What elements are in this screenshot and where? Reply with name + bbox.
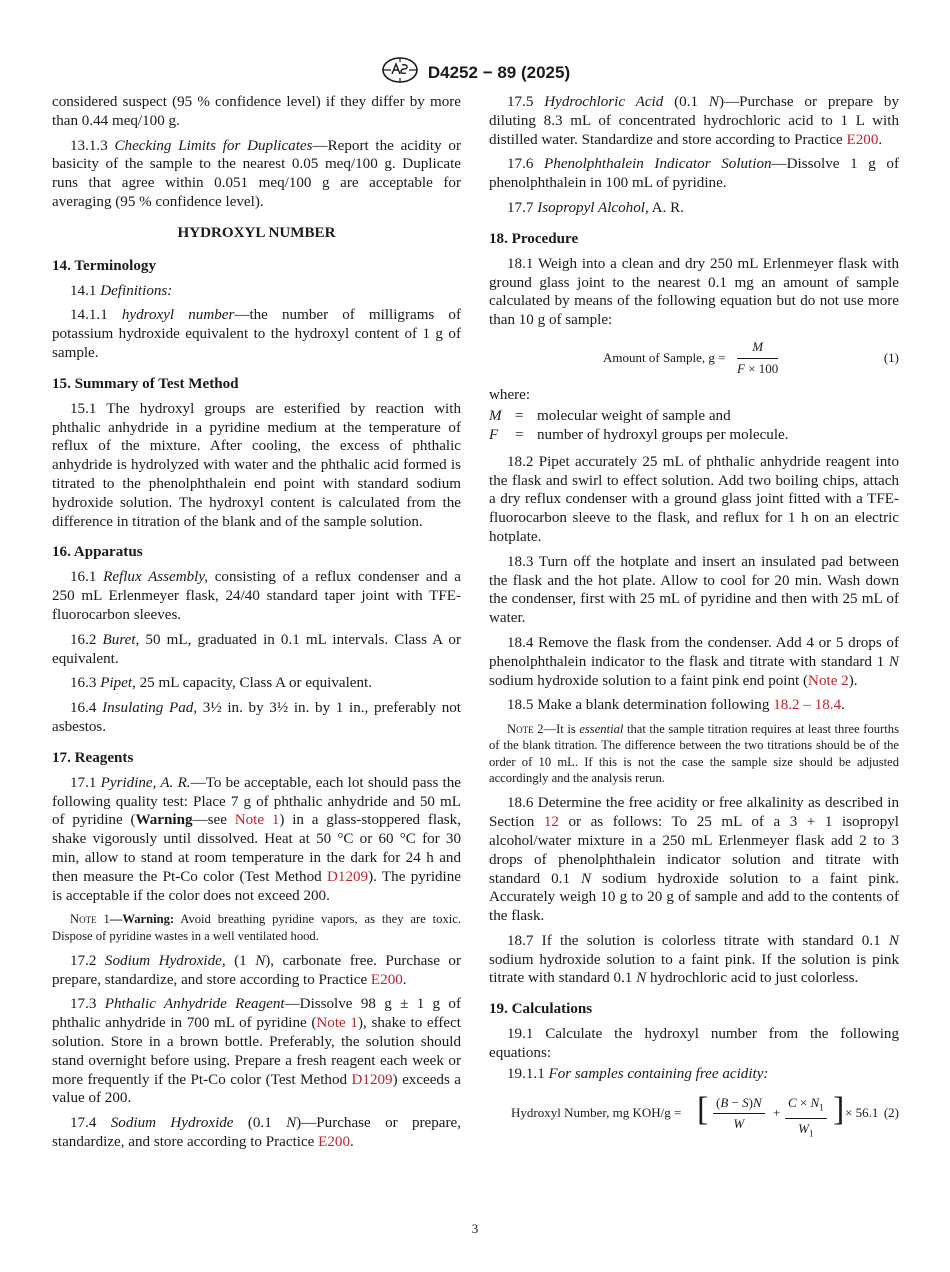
equation-1-denominator: F × 100 xyxy=(737,360,779,376)
right-column xyxy=(489,93,899,1144)
equation-2-fraction-1-numerator: (B − S)N xyxy=(713,1094,765,1115)
section-12-link[interactable]: 12 xyxy=(543,814,559,831)
e200-link[interactable]: E200 xyxy=(370,971,403,988)
paragraph-17-5: 17.5 Hydrochloric Acid (0.1 N)—Purchase or prepare by diluting 8.3 mL of concentrated hydrochloric acid to 1 L with distilled water. Standardize and store according to Practice E200. xyxy=(489,94,900,148)
note-1-link[interactable]: Note 1 xyxy=(234,812,280,829)
document-code: D4252 − 89 (2025) xyxy=(427,62,571,82)
equation-2-fraction-1 xyxy=(713,1094,765,1135)
equation-2-multiplier: × 56.1 xyxy=(845,1104,879,1120)
equation-1-label: Amount of Sample, g = xyxy=(603,349,726,365)
paragraph-18-2: 18.2 Pipet accurately 25 mL of phthalic anhydride reagent into the flask and swirl to effect solution. Add two boiling chips, attach a dry reflux condenser with a ground glass joint fitted with a TFE-fluorocarbon sleeve to the flask, and reflux for 1 h on an electric hotplate. xyxy=(489,453,899,545)
note-2-link[interactable]: Note 2 xyxy=(808,672,849,689)
section-19-title: 19. Calculations xyxy=(489,1001,593,1018)
equation-1-numerator: M xyxy=(737,338,778,359)
equation-1-fraction xyxy=(737,338,778,379)
paragraph-17-7: 17.7 Isopropyl Alcohol, A. R. xyxy=(507,199,684,216)
paragraph-17-3: 17.3 Phthalic Anhydride Reagent—Dissolve 98 g ± 1 g of phthalic anhydride in 700 mL of pyridine (Note 1), shake to effect solution. Store in a brown bottle. Preferably, the solution should stand overnight before using. Prepare a fresh reagent each week or more frequently if the Pt-Co color (Test Method D1209) exceeds a value of 200. xyxy=(52,996,461,1107)
paragraph-18-6: 18.6 Determine the free acidity or free alkalinity as described in Section 12 or as follows: To 25 mL of a 3 + 1 isopropyl alcohol/water mixture in a 250 mL Erlenmeyer flask add 2 to 3 drops of phenolphthalein indicator solution and titrate with standard 0.1 N sodium hydroxide solution to a faint pink. Accurately weigh 10 g to 20 g of sample and add to the contents of the flask. xyxy=(489,795,899,925)
e200-link[interactable]: E200 xyxy=(846,131,879,148)
d1209-link[interactable]: D1209 xyxy=(327,868,369,885)
paragraph-16-3: 16.3 Pipet, 25 mL capacity, Class A or equivalent. xyxy=(70,675,372,692)
section-15-title: 15. Summary of Test Method xyxy=(52,375,239,392)
equation-2-label: Hydroxyl Number, mg KOH/g = xyxy=(511,1104,682,1120)
paragraph-18-1: 18.1 Weigh into a clean and dry 250 mL Erlenmeyer flask with ground glass joint to the nearest 0.1 mg an amount of sample calculated by means of the following equation but do not use more than 10 g of sample: xyxy=(489,255,899,329)
e200-link[interactable]: E200 xyxy=(318,1134,350,1151)
page-number: 3 xyxy=(471,1221,479,1236)
equation-2-right-bracket: ] xyxy=(833,1090,845,1128)
hydroxyl-number-heading: HYDROXYL NUMBER xyxy=(177,224,336,241)
equation-2-fraction-2-numerator: $C \times N_1$ xyxy=(785,1094,827,1119)
paragraph-17-2: 17.2 Sodium Hydroxide, (1 N), carbonate free. Purchase or prepare, standardize, and store according to Practice E200. xyxy=(52,952,461,988)
where-label: where: xyxy=(489,386,531,403)
page-header xyxy=(0,56,950,82)
paragraph-14-1-1: 14.1.1 hydroxyl number—the number of milligrams of potassium hydroxide equivalent to the hydroxyl content of 1 g of sample. xyxy=(52,307,461,361)
note-2: Note 2—It is essential that the sample titration requires at least three fourths of the blank titration. The difference between the two titrations should be of the order of 10 mL. If this is not the case the sample size should be adjusted accordingly and the analysis rerun. xyxy=(489,722,899,786)
paragraph-17-6: 17.6 Phenolphthalein Indicator Solution—Dissolve 1 g of phenolphthalein in 100 mL of pyridine. xyxy=(489,156,899,192)
equation-1-number: (1) xyxy=(883,349,899,365)
equation-2-plus: + xyxy=(773,1104,781,1120)
paragraph-19-1: 19.1 Calculate the hydroxyl number from the following equations: xyxy=(489,1026,899,1062)
paragraph-18-4: 18.4 Remove the flask from the condenser. Add 4 or 5 drops of phenolphthalein indicator to the flask and titrate with standard 1 N sodium hydroxide solution to a faint pink end point (Note 2). xyxy=(489,634,899,689)
paragraph-18-3: 18.3 Turn off the hotplate and insert an insulated pad between the flask and the hot plate. Allow to cool for 20 min. Wash down the condenser, first with 25 mL of pyridine and then with 25 mL of water. xyxy=(489,553,899,627)
section-18-2-18-4-link[interactable]: 18.2 – 18.4 xyxy=(773,697,842,714)
paragraph-16-1: 16.1 Reflux Assembly, consisting of a reflux condenser and a 250 mL Erlenmeyer flask, 24/40 standard taper joint with TFE-fluorocarbon sleeves. xyxy=(52,569,461,623)
left-column xyxy=(52,93,461,1158)
paragraph-16-2: 16.2 Buret, 50 mL, graduated in 0.1 mL intervals. Class A or equivalent. xyxy=(52,631,461,667)
where-row-m: M = molecular weight of sample and xyxy=(489,407,731,424)
note-1: Note 1—Warning: Avoid breathing pyridine vapors, as they are toxic. Dispose of pyridine wastes in a well ventilated hood. xyxy=(52,912,461,943)
note-1-link[interactable]: Note 1 xyxy=(316,1015,358,1032)
paragraph-18-5: 18.5 Make a blank determination following 18.2 – 18.4. xyxy=(507,697,845,714)
paragraph-19-1-1: 19.1.1 For samples containing free acidity: xyxy=(507,1065,769,1082)
paragraph-15-1: 15.1 The hydroxyl groups are esterified by reaction with phthalic anhydride in a pyridine medium at the temperature of reflux of the mixture. After cooling, the excess of phthalic anhydride is hydrolyzed with water and the phthalic acid formed is titrated to the phenolphthalein end point with standard sodium hydroxide solution. The hydroxyl content is calculated from the difference in titration of the blank and of the sample solution. xyxy=(52,400,461,530)
paragraph-16-4: 16.4 Insulating Pad, 3½ in. by 3½ in. by 1 in., preferably not asbestos. xyxy=(52,700,461,735)
equation-1 xyxy=(489,336,899,378)
paragraph-17-1: 17.1 Pyridine, A. R.—To be acceptable, each lot should pass the following quality test: Place 7 g of phthalic anhydride and 50 mL of pyridine (Warning—see Note 1) in a glass-stoppered flask, shake vigorously until dissolved. Heat at 50 °C or 60 °C for 30 min, allow to stand at room temperature in the dark for 24 h and then measure the Pt-Co color (Test Method D1209). The pyridine is acceptable if the color does not exceed 200. xyxy=(52,774,461,904)
paragraph-14-1: 14.1 Definitions: xyxy=(70,282,173,299)
equation-2-fraction-2 xyxy=(785,1094,827,1144)
paragraph-13-1-3: 13.1.3 Checking Limits for Duplicates—Report the acidity or basicity of the sample to the nearest 0.05 meq/100 g. Duplicate runs that agree within 0.051 meq/100 g are acceptable for averaging (95 % confidence level). xyxy=(52,137,461,210)
section-17-title: 17. Reagents xyxy=(52,749,134,766)
section-16-title: 16. Apparatus xyxy=(52,544,143,561)
paragraph-18-7: 18.7 If the solution is colorless titrate with standard 0.1 N sodium hydroxide solution to a faint pink. If the solution is pink titrate with standard 0.1 N hydrochloric acid to just colorless. xyxy=(489,932,899,987)
d1209-link[interactable]: D1209 xyxy=(351,1071,393,1088)
paragraph-continued: considered suspect (95 % confidence level) if they differ by more than 0.44 meq/100 g. xyxy=(52,94,461,129)
equation-2 xyxy=(489,1090,899,1139)
paragraph-17-4: 17.4 Sodium Hydroxide (0.1 N)—Purchase or prepare, standardize, and store according to Practice E200. xyxy=(52,1115,461,1151)
where-list xyxy=(489,407,899,445)
equation-2-fraction-1-denominator: W xyxy=(733,1116,745,1132)
equation-2-left-bracket: [ xyxy=(697,1090,709,1128)
section-18-title: 18. Procedure xyxy=(489,230,579,247)
equation-2-fraction-2-denominator: $W_1$ xyxy=(798,1121,814,1139)
section-14-title: 14. Terminology xyxy=(52,257,156,274)
where-row-f: F = number of hydroxyl groups per molecule. xyxy=(489,426,789,443)
astm-logo-icon xyxy=(380,56,420,89)
equation-2-number: (2) xyxy=(883,1104,899,1120)
